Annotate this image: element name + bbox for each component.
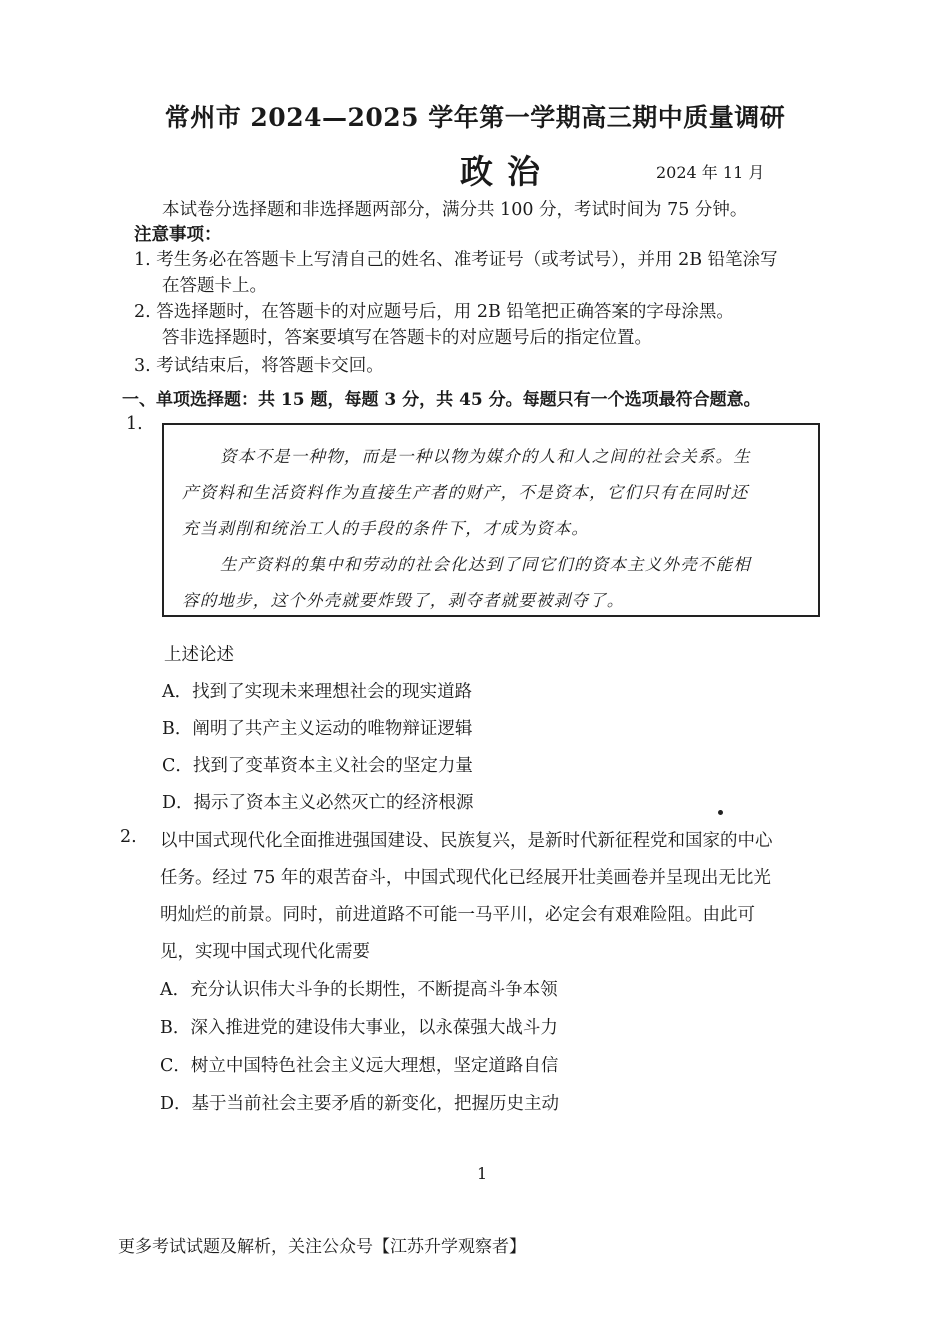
quote-box [162, 423, 820, 617]
option-b: B．深入推进党的建设伟大事业，以永葆强大战斗力 [160, 1018, 558, 1038]
quote-line: 容的地步，这个外壳就要炸毁了，剥夺者就要被剥夺了。 [182, 591, 625, 610]
subject-title: 政治 [460, 152, 554, 191]
question-number: 1. [126, 414, 143, 434]
page-number: 1 [477, 1164, 488, 1183]
exam-date: 2024 年 11 月 [656, 163, 765, 182]
question-stem-line: 任务。经过 75 年的艰苦奋斗，中国式现代化已经展开壮美画卷并呈现出无比光 [160, 868, 771, 888]
option-a: A．充分认识伟大斗争的长期性，不断提高斗争本领 [160, 980, 558, 1000]
option-d: D．揭示了资本主义必然灭亡的经济根源 [162, 793, 474, 813]
exam-title: 常州市 2024—2025 学年第一学期高三期中质量调研 [164, 103, 786, 132]
notice-heading: 注意事项： [134, 225, 222, 245]
option-a: A．找到了实现未来理想社会的现实道路 [162, 682, 473, 702]
notice-item: 答非选择题时，答案要填写在答题卡的对应题号后的指定位置。 [162, 328, 652, 348]
quote-line: 充当剥削和统治工人的手段的条件下，才成为资本。 [182, 519, 590, 538]
quote-line: 生产资料的集中和劳动的社会化达到了同它们的资本主义外壳不能相 [220, 555, 751, 574]
section-heading: 一、单项选择题：共 15 题，每题 3 分，共 45 分。每题只有一个选项最符合题意。 [122, 390, 761, 410]
question-number: 2. [120, 827, 137, 847]
quote-line: 资本不是一种物，而是一种以物为媒介的人和人之间的社会关系。生 [220, 447, 751, 466]
question-stem-line: 以中国式现代化全面推进强国建设、民族复兴，是新时代新征程党和国家的中心 [160, 831, 773, 851]
question-stem-line: 明灿烂的前景。同时，前进道路不可能一马平川，必定会有艰难险阻。由此可 [160, 905, 755, 925]
question-stem: 上述论述 [164, 645, 234, 665]
option-d: D．基于当前社会主要矛盾的新变化，把握历史主动 [160, 1094, 560, 1114]
option-b: B．阐明了共产主义运动的唯物辩证逻辑 [162, 719, 473, 739]
option-c: C．树立中国特色社会主义远大理想，坚定道路自信 [160, 1056, 559, 1076]
question-stem-line: 见，实现中国式现代化需要 [160, 942, 370, 962]
notice-item: 1. 考生务必在答题卡上写清自己的姓名、准考证号（或考试号），并用 2B 铅笔涂写 [134, 250, 778, 270]
quote-line: 产资料和生活资料作为直接生产者的财产，不是资本，它们只有在同时还 [182, 483, 749, 502]
ink-dot [718, 810, 723, 815]
notice-item: 2. 答选择题时，在答题卡的对应题号后，用 2B 铅笔把正确答案的字母涂黑。 [134, 302, 734, 322]
notice-item: 3. 考试结束后，将答题卡交回。 [134, 356, 384, 376]
notice-item: 在答题卡上。 [162, 276, 267, 296]
intro-text: 本试卷分选择题和非选择题两部分，满分共 100 分，考试时间为 75 分钟。 [162, 200, 748, 220]
footer-note: 更多考试试题及解析，关注公众号【江苏升学观察者】 [118, 1237, 526, 1257]
option-c: C．找到了变革资本主义社会的坚定力量 [162, 756, 473, 776]
